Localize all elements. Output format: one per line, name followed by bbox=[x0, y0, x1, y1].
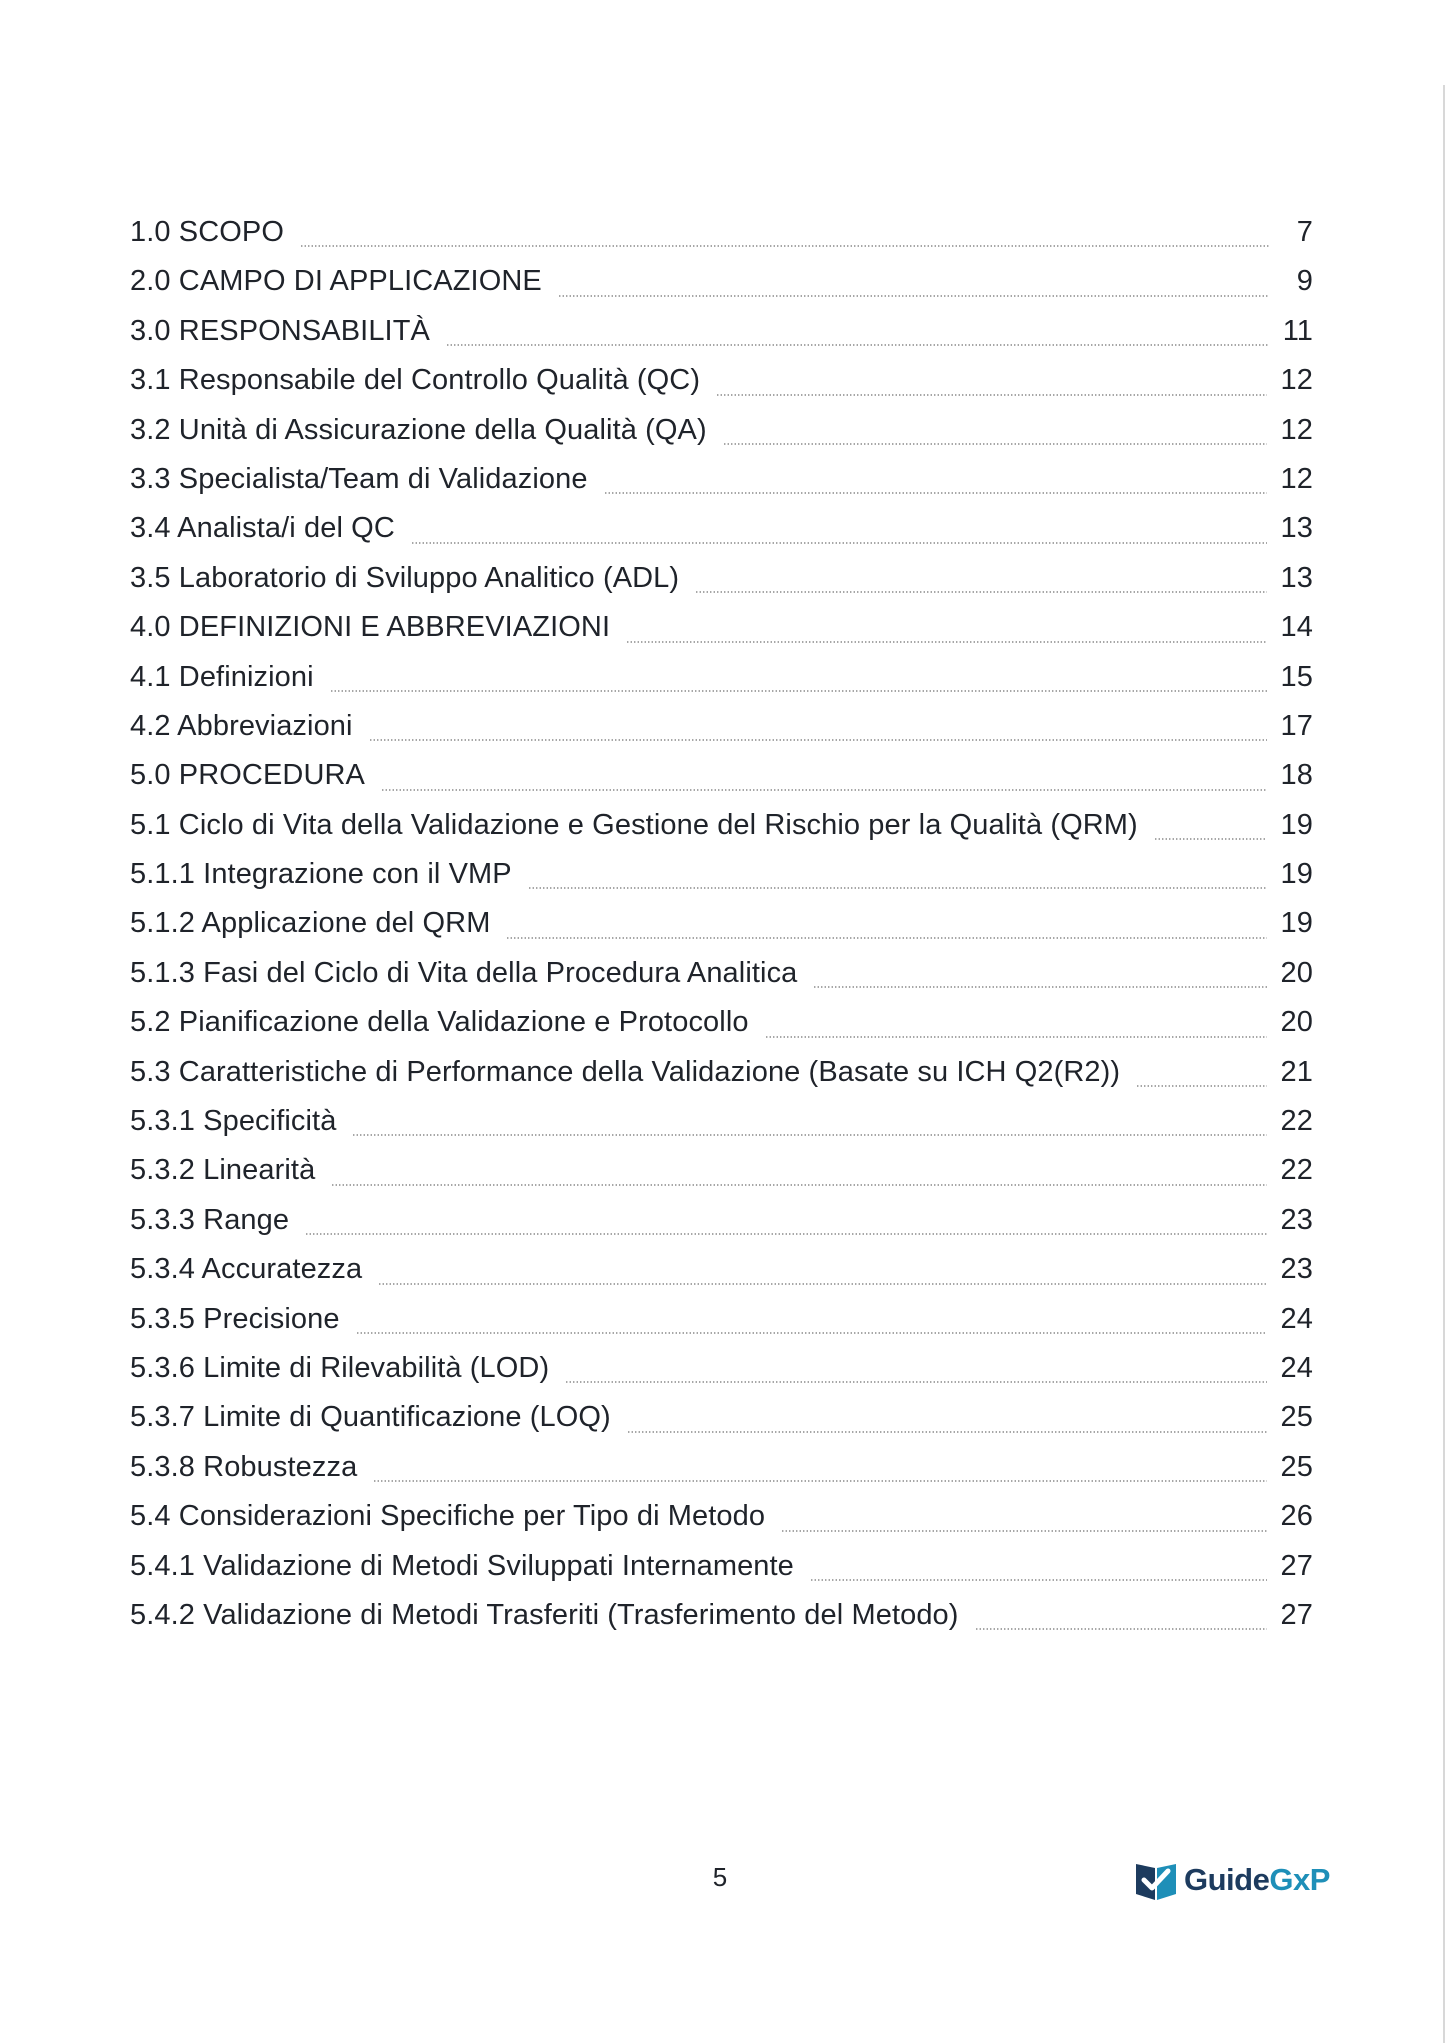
toc-entry[interactable] bbox=[130, 1004, 1313, 1053]
toc-entry-page: 13 bbox=[1280, 512, 1313, 545]
toc-entry-title: 5.0 PROCEDURA bbox=[130, 759, 365, 792]
toc-entry-page: 20 bbox=[1280, 1006, 1313, 1039]
toc-entry[interactable] bbox=[130, 510, 1313, 559]
dot-leader bbox=[356, 1332, 1267, 1334]
dot-leader bbox=[723, 443, 1267, 445]
toc-entry-title: 5.4.1 Validazione di Metodi Sviluppati Internamente bbox=[130, 1549, 794, 1582]
dot-leader bbox=[810, 1579, 1267, 1581]
toc-entry-page: 23 bbox=[1280, 1253, 1313, 1286]
toc-entry[interactable] bbox=[130, 757, 1313, 806]
toc-entry[interactable] bbox=[130, 263, 1313, 312]
toc-entry-title: 5.3.2 Linearità bbox=[130, 1154, 316, 1187]
toc-entry-page: 22 bbox=[1280, 1154, 1313, 1187]
toc-entry[interactable] bbox=[130, 313, 1313, 362]
guidegxp-logo bbox=[1134, 1858, 1330, 1902]
dot-leader bbox=[381, 789, 1267, 791]
toc-entry-page: 18 bbox=[1280, 759, 1313, 792]
toc-entry-page: 19 bbox=[1280, 907, 1313, 940]
toc-entry-title: 3.4 Analista/i del QC bbox=[130, 512, 395, 545]
toc-entry-page: 26 bbox=[1280, 1500, 1313, 1533]
table-of-contents bbox=[130, 214, 1313, 1646]
toc-entry-page: 24 bbox=[1280, 1302, 1313, 1335]
toc-entry-page: 20 bbox=[1280, 956, 1313, 989]
toc-entry[interactable] bbox=[130, 560, 1313, 609]
toc-entry-page: 25 bbox=[1280, 1450, 1313, 1483]
toc-entry[interactable] bbox=[130, 1399, 1313, 1448]
footer-page-number: 5 bbox=[712, 1862, 728, 1892]
toc-entry-title: 5.3 Caratteristiche di Performance della Validazione (Basate su ICH Q2(R2)) bbox=[130, 1055, 1121, 1088]
dot-leader bbox=[352, 1134, 1266, 1136]
toc-entry-title: 5.3.6 Limite di Rilevabilità (LOD) bbox=[130, 1351, 550, 1384]
dot-leader bbox=[716, 394, 1266, 396]
toc-entry[interactable] bbox=[130, 1054, 1313, 1103]
toc-entry-title: 5.3.5 Precisione bbox=[130, 1302, 340, 1335]
toc-entry-page: 13 bbox=[1280, 561, 1313, 594]
toc-entry-page: 27 bbox=[1280, 1598, 1313, 1631]
dot-leader bbox=[781, 1530, 1266, 1532]
toc-entry-title: 3.0 RESPONSABILITÀ bbox=[130, 314, 430, 347]
toc-entry-title: 3.5 Laboratorio di Sviluppo Analitico (ADL) bbox=[130, 561, 680, 594]
toc-entry[interactable] bbox=[130, 1251, 1313, 1300]
toc-entry-page: 23 bbox=[1280, 1203, 1313, 1236]
dot-leader bbox=[411, 542, 1267, 544]
toc-entry-title: 5.3.7 Limite di Quantificazione (LOQ) bbox=[130, 1401, 611, 1434]
toc-entry[interactable] bbox=[130, 214, 1313, 263]
logo-wordmark bbox=[1184, 1862, 1330, 1898]
toc-entry-title: 5.1.2 Applicazione del QRM bbox=[130, 907, 491, 940]
toc-entry[interactable] bbox=[130, 708, 1313, 757]
toc-entry-title: 2.0 CAMPO DI APPLICAZIONE bbox=[130, 265, 542, 298]
dot-leader bbox=[1154, 838, 1267, 840]
toc-entry-page: 19 bbox=[1280, 808, 1313, 841]
dot-leader bbox=[331, 1184, 1266, 1186]
toc-entry-page: 11 bbox=[1282, 314, 1313, 347]
dot-leader bbox=[813, 986, 1266, 988]
toc-entry[interactable] bbox=[130, 856, 1313, 905]
toc-entry-title: 5.1.3 Fasi del Ciclo di Vita della Procedura Analitica bbox=[130, 956, 798, 989]
dot-leader bbox=[378, 1283, 1266, 1285]
toc-entry[interactable] bbox=[130, 807, 1313, 856]
dot-leader bbox=[446, 344, 1269, 346]
dot-leader bbox=[1136, 1085, 1266, 1087]
toc-entry-title: 4.0 DEFINIZIONI E ABBREVIAZIONI bbox=[130, 611, 611, 644]
dot-leader bbox=[305, 1233, 1266, 1235]
toc-entry-title: 1.0 SCOPO bbox=[130, 216, 285, 248]
toc-entry-title: 5.3.1 Specificità bbox=[130, 1105, 337, 1138]
toc-entry-title: 5.3.3 Range bbox=[130, 1203, 290, 1236]
dot-leader bbox=[558, 295, 1269, 297]
dot-leader bbox=[604, 492, 1267, 494]
dot-leader bbox=[565, 1381, 1266, 1383]
book-check-icon bbox=[1134, 1858, 1178, 1902]
toc-entry[interactable] bbox=[130, 659, 1313, 708]
dot-leader bbox=[528, 887, 1267, 889]
toc-entry-title: 5.4 Considerazioni Specifiche per Tipo di Metodo bbox=[130, 1500, 766, 1533]
toc-entry[interactable] bbox=[130, 1152, 1313, 1201]
toc-entry-title: 5.3.4 Accuratezza bbox=[130, 1253, 363, 1286]
toc-entry[interactable] bbox=[130, 362, 1313, 411]
toc-entry-title: 5.1 Ciclo di Vita della Validazione e Gestione del Rischio per la Qualità (QRM) bbox=[130, 808, 1138, 841]
toc-entry[interactable] bbox=[130, 1103, 1313, 1152]
dot-leader bbox=[300, 245, 1269, 247]
toc-entry[interactable] bbox=[130, 1301, 1313, 1350]
toc-entry[interactable] bbox=[130, 1548, 1313, 1597]
toc-entry-page: 19 bbox=[1280, 858, 1313, 891]
toc-entry-page: 7 bbox=[1296, 216, 1313, 248]
toc-entry-title: 3.2 Unità di Assicurazione della Qualità (QA) bbox=[130, 413, 707, 446]
dot-leader bbox=[330, 690, 1267, 692]
toc-entry[interactable] bbox=[130, 461, 1313, 510]
toc-entry[interactable] bbox=[130, 905, 1313, 954]
toc-entry[interactable] bbox=[130, 1498, 1313, 1547]
dot-leader bbox=[695, 591, 1266, 593]
toc-entry-title: 5.4.2 Validazione di Metodi Trasferiti (Trasferimento del Metodo) bbox=[130, 1598, 959, 1631]
logo-text-guide: Guide bbox=[1184, 1862, 1270, 1897]
toc-entry-page: 12 bbox=[1280, 413, 1313, 446]
logo-text-gxp: GxP bbox=[1269, 1862, 1330, 1897]
dot-leader bbox=[373, 1480, 1266, 1482]
toc-entry-page: 17 bbox=[1280, 709, 1313, 742]
toc-entry-page: 24 bbox=[1280, 1351, 1313, 1384]
toc-entry-page: 12 bbox=[1280, 462, 1313, 495]
dot-leader bbox=[506, 937, 1266, 939]
toc-entry[interactable] bbox=[130, 955, 1313, 1004]
toc-entry[interactable] bbox=[130, 1597, 1313, 1646]
toc-entry-page: 22 bbox=[1280, 1105, 1313, 1138]
toc-entry-page: 15 bbox=[1280, 660, 1313, 693]
dot-leader bbox=[975, 1628, 1267, 1630]
toc-entry[interactable] bbox=[130, 1350, 1313, 1399]
dot-leader bbox=[626, 641, 1266, 643]
toc-entry-page: 25 bbox=[1280, 1401, 1313, 1434]
toc-entry[interactable] bbox=[130, 1202, 1313, 1251]
toc-entry-title: 4.2 Abbreviazioni bbox=[130, 709, 353, 742]
toc-entry-page: 27 bbox=[1280, 1549, 1313, 1582]
toc-entry-title: 5.2 Pianificazione della Validazione e Protocollo bbox=[130, 1006, 749, 1039]
toc-entry[interactable] bbox=[130, 609, 1313, 658]
toc-entry[interactable] bbox=[130, 1449, 1313, 1498]
toc-entry[interactable] bbox=[130, 412, 1313, 461]
toc-entry-page: 9 bbox=[1296, 265, 1313, 298]
toc-entry-page: 14 bbox=[1280, 611, 1313, 644]
toc-entry-page: 21 bbox=[1280, 1055, 1313, 1088]
toc-entry-title: 5.3.8 Robustezza bbox=[130, 1450, 358, 1483]
dot-leader bbox=[765, 1036, 1267, 1038]
toc-entry-title: 3.3 Specialista/Team di Validazione bbox=[130, 462, 588, 495]
toc-entry-title: 3.1 Responsabile del Controllo Qualità (QC) bbox=[130, 364, 701, 397]
toc-entry-page: 12 bbox=[1280, 364, 1313, 397]
toc-entry-title: 4.1 Definizioni bbox=[130, 660, 314, 693]
dot-leader bbox=[627, 1431, 1267, 1433]
dot-leader bbox=[369, 739, 1267, 741]
toc-entry-title: 5.1.1 Integrazione con il VMP bbox=[130, 858, 512, 891]
